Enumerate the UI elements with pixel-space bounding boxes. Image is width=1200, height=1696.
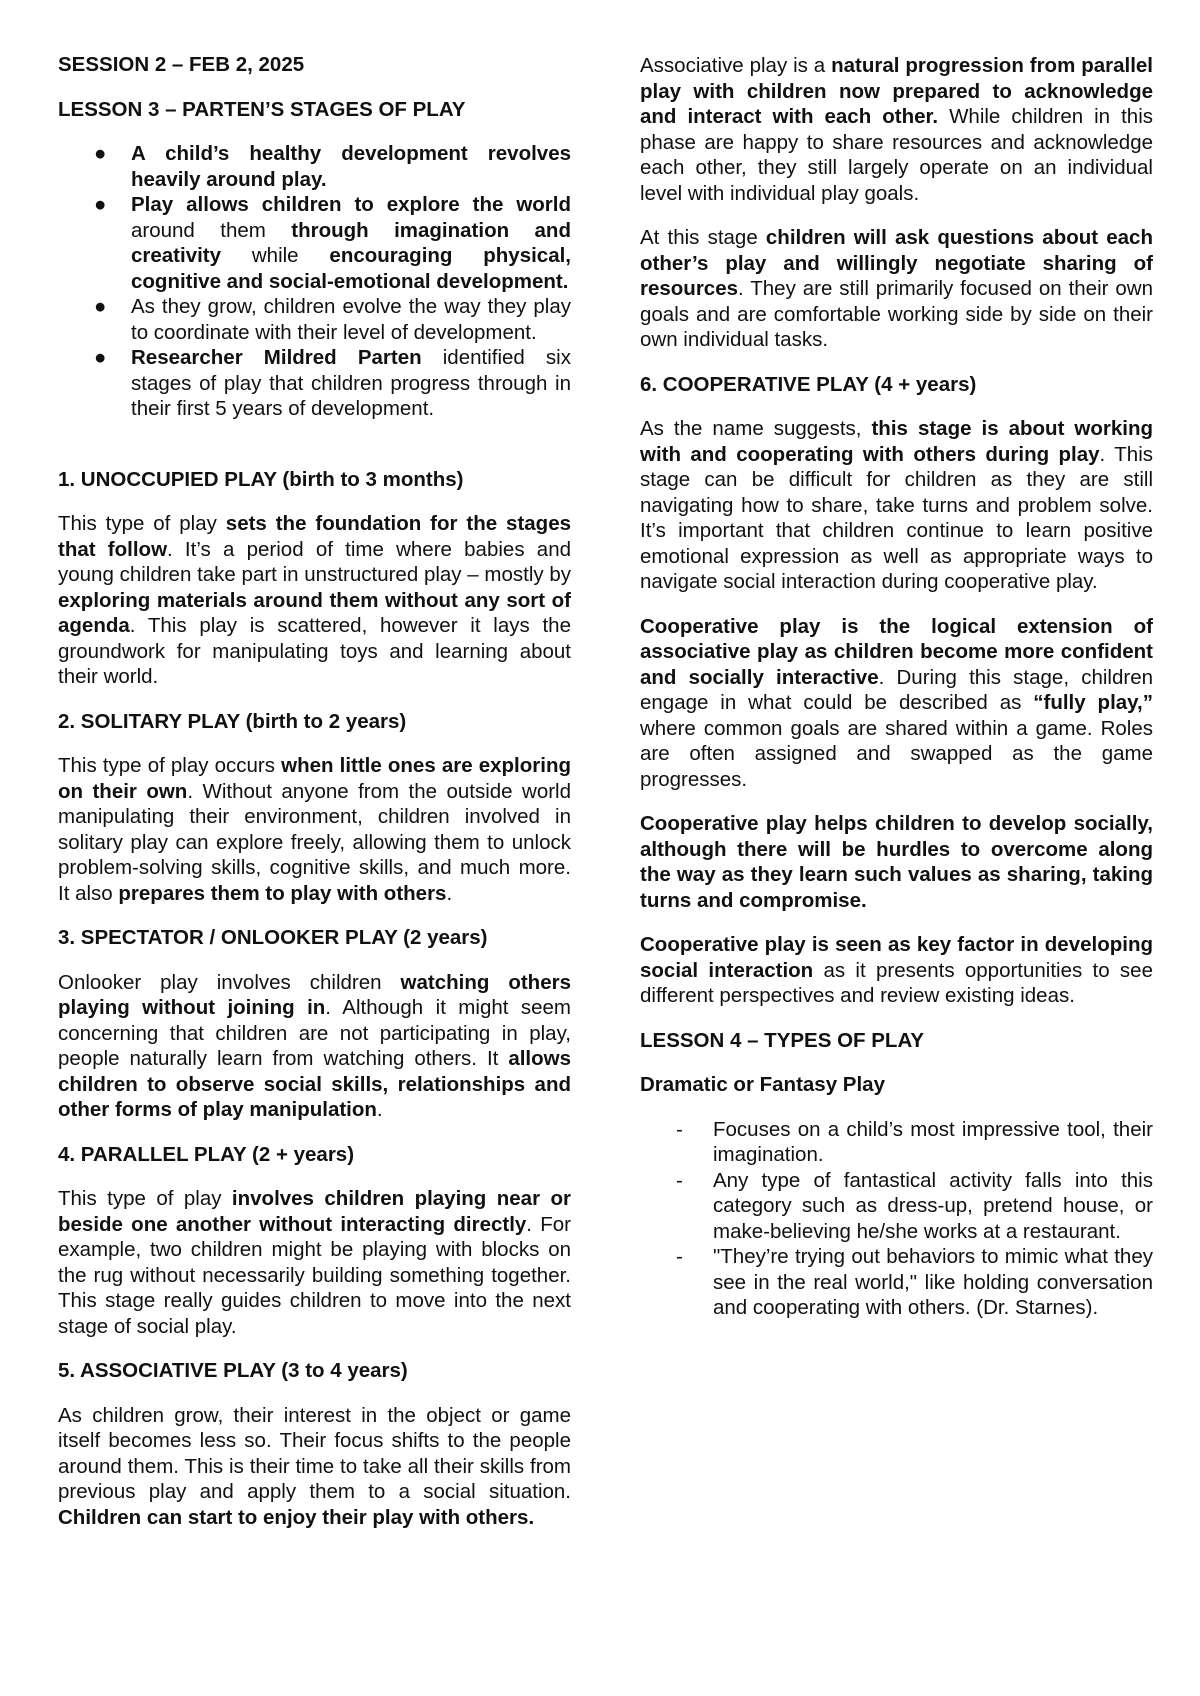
paragraph: As the name suggests, this stage is about working with and cooperating with others during play. This stage can be difficult for children as they are still navigating how to share, take turns and problem solve. It’s important that children continue to learn positive emotional expression as well as appropriate ways to navigate social interaction during cooperative play.: [640, 417, 1153, 593]
paragraph: Associative play is a natural progression from parallel play with children now prepared to acknowledge and interact with each other. While children in this phase are happy to share resources and acknowledge each other, they still largely operate on an individual level with individual play goals.: [640, 54, 1153, 205]
dramatic-play-list: [640, 1117, 1153, 1321]
left-column: [58, 52, 571, 1530]
bullet-icon: ●: [94, 142, 107, 165]
paragraph: This type of play sets the foundation for the stages that follow. It’s a period of time where babies and young children take part in unstructured play – mostly by exploring materials around them without any sort of agenda. This play is scattered, however it lays the groundwork for manipulating toys and learning about their world.: [58, 512, 572, 688]
lesson3-heading: LESSON 3 – PARTEN’S STAGES OF PLAY: [58, 97, 466, 121]
paragraph: This type of play involves children playing near or beside one another without interacting directly. For example, two children might be playing with blocks on the rug without necessarily building something together. This stage really guides children to move into the next stage of social play.: [58, 1187, 571, 1338]
dash-icon: -: [676, 1168, 683, 1192]
paragraph: This type of play occurs when little ones are exploring on their own. Without anyone from the outside world manipulating their environment, children involved in solitary play can explore freely, allowing them to unlock problem-solving skills, cognitive skills, and much more. It also prepares them to play with others.: [58, 754, 571, 905]
dash-icon: -: [676, 1245, 683, 1268]
list-item: ● Researcher Mildred Parten identified six stages of play that children progress through in their first 5 years of development.: [94, 346, 571, 420]
section-heading-spectator: 3. SPECTATOR / ONLOOKER PLAY (2 years): [58, 926, 488, 949]
list-item: - Focuses on a child’s most impressive tool, their imagination.: [676, 1117, 1153, 1166]
paragraph: Cooperative play is the logical extension of associative play as children become more confident and socially interactive. During this stage, children engage in what could be described as “fully play,” where common goals are shared within a game. Roles are often assigned and swapped as the game progresses.: [640, 614, 1154, 791]
section-heading-associative: 5. ASSOCIATIVE PLAY (3 to 4 years): [58, 1359, 408, 1382]
section-heading-unoccupied: 1. UNOCCUPIED PLAY (birth to 3 months): [58, 467, 464, 491]
session-heading: SESSION 2 – FEB 2, 2025: [58, 53, 305, 76]
list-item: ● A child’s healthy development revolves heavily around play.: [94, 142, 571, 191]
dash-icon: -: [676, 1117, 683, 1141]
paragraph: Cooperative play is seen as key factor in developing social interaction as it presents opportunities to see different perspectives and review existing ideas.: [640, 933, 1153, 1007]
lesson4-heading: LESSON 4 – TYPES OF PLAY: [640, 1028, 925, 1052]
paragraph: As children grow, their interest in the object or game itself becomes less so. Their focus shifts to the people around them. This is their time to take all their skills from previous play and apply them to a social situation. Children can start to enjoy their play with others.: [58, 1403, 571, 1529]
section-heading-solitary: 2. SOLITARY PLAY (birth to 2 years): [58, 709, 407, 733]
list-item: - Any type of fantastical activity falls into this category such as dress-up, pretend house, or make-believing he/she works at a restaurant.: [676, 1168, 1153, 1243]
bullet-icon: ●: [94, 193, 107, 216]
subheading-dramatic-play: Dramatic or Fantasy Play: [640, 1073, 885, 1096]
list-item: ● Play allows children to explore the world around them through imagination and creativity while encouraging physical, cognitive and social-emotional development.: [94, 193, 571, 293]
bullet-icon: ●: [94, 346, 107, 369]
intro-bullet-list: [58, 141, 571, 422]
list-item: - "They’re trying out behaviors to mimic what they see in the real world," like holding conversation and cooperating with others. (Dr. Starnes).: [676, 1245, 1153, 1319]
section-heading-cooperative: 6. COOPERATIVE PLAY (4 + years): [640, 372, 977, 396]
paragraph: Onlooker play involves children watching others playing without joining in. Although it might seem concerning that children are not participating in play, people naturally learn from watching others. It allows children to observe social skills, relationships and other forms of play manipulation.: [58, 970, 571, 1121]
paragraph: Cooperative play helps children to develop socially, although there will be hurdles to overcome along the way as they learn such values as sharing, taking turns and compromise.: [640, 812, 1153, 912]
paragraph: At this stage children will ask questions about each other’s play and willingly negotiate sharing of resources. They are still primarily focused on their own goals and are comfortable working side by side on their own individual tasks.: [640, 226, 1153, 351]
bullet-icon: ●: [94, 295, 107, 318]
right-column: [640, 1, 1153, 1321]
section-heading-parallel: 4. PARALLEL PLAY (2 + years): [58, 1142, 355, 1166]
list-item: ● As they grow, children evolve the way they play to coordinate with their level of development.: [94, 295, 571, 344]
